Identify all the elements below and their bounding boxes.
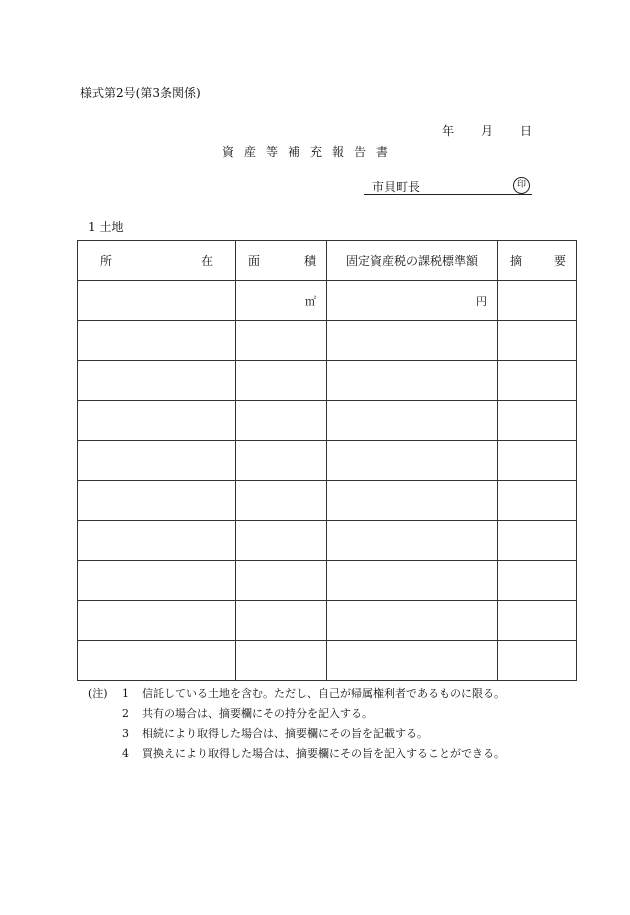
note-text: 買換えにより取得した場合は、摘要欄にその旨を記入することができる。 — [142, 747, 505, 760]
location-cell[interactable] — [78, 481, 236, 521]
remarks-cell[interactable] — [498, 441, 577, 481]
header-remarks — [498, 241, 577, 281]
remarks-cell[interactable] — [498, 561, 577, 601]
remarks-cell[interactable] — [498, 401, 577, 441]
section-heading: 1 土地 — [88, 220, 124, 234]
note-text: 信託している土地を含む。ただし、自己が帰属権利者であるものに限る。 — [142, 687, 505, 700]
header-location-char2: 在 — [200, 254, 213, 268]
note-number: 2 — [122, 707, 129, 720]
area-cell[interactable] — [236, 281, 327, 321]
remarks-cell[interactable] — [498, 481, 577, 521]
tax-base-cell[interactable] — [327, 441, 498, 481]
notes-label: (注) — [88, 687, 108, 700]
location-cell[interactable] — [78, 441, 236, 481]
table-row — [78, 641, 577, 681]
note-item — [88, 704, 505, 724]
remarks-cell[interactable] — [498, 641, 577, 681]
table-row — [78, 361, 577, 401]
tax-base-cell[interactable] — [327, 361, 498, 401]
date-month-label: 月 — [480, 124, 493, 138]
table-row — [78, 281, 577, 321]
header-area-char2: 積 — [303, 254, 316, 268]
tax-base-unit: 円 — [476, 294, 487, 308]
header-area-char1: 面 — [248, 254, 261, 268]
tax-base-cell[interactable] — [327, 321, 498, 361]
area-cell[interactable] — [236, 481, 327, 521]
tax-base-cell[interactable] — [327, 481, 498, 521]
tax-base-cell[interactable] — [327, 401, 498, 441]
tax-base-cell[interactable] — [327, 561, 498, 601]
area-cell[interactable] — [236, 441, 327, 481]
area-cell[interactable] — [236, 521, 327, 561]
table-row — [78, 481, 577, 521]
location-cell[interactable] — [78, 641, 236, 681]
note-number: 4 — [122, 747, 129, 760]
remarks-cell[interactable] — [498, 321, 577, 361]
area-cell[interactable] — [236, 361, 327, 401]
form-number: 様式第2号(第3条関係) — [80, 86, 201, 100]
location-cell[interactable] — [78, 601, 236, 641]
area-cell[interactable] — [236, 561, 327, 601]
note-item — [88, 724, 505, 744]
tax-base-cell[interactable] — [327, 641, 498, 681]
addressee-line — [364, 178, 532, 195]
date-day-label: 日 — [519, 124, 532, 138]
area-cell[interactable] — [236, 601, 327, 641]
note-text: 共有の場合は、摘要欄にその持分を記入する。 — [142, 707, 373, 720]
table-row — [78, 401, 577, 441]
area-cell[interactable] — [236, 641, 327, 681]
location-cell[interactable] — [78, 321, 236, 361]
note-item — [88, 684, 505, 704]
document-title: 資産等補充報告書 — [222, 145, 399, 159]
remarks-cell[interactable] — [498, 361, 577, 401]
header-tax-base: 固定資産税の課税標準額 — [327, 241, 498, 281]
location-cell[interactable] — [78, 361, 236, 401]
location-cell[interactable] — [78, 561, 236, 601]
header-remarks-char1: 摘 — [510, 254, 523, 268]
remarks-cell[interactable] — [498, 281, 577, 321]
area-cell[interactable] — [236, 321, 327, 361]
remarks-cell[interactable] — [498, 521, 577, 561]
note-number: 1 — [122, 687, 129, 700]
header-location-char1: 所 — [100, 254, 113, 268]
area-cell[interactable] — [236, 401, 327, 441]
date-year-label: 年 — [442, 124, 455, 138]
table-row — [78, 441, 577, 481]
note-item — [88, 744, 505, 764]
table-row — [78, 521, 577, 561]
land-table — [77, 240, 577, 681]
table-row — [78, 601, 577, 641]
table-row — [78, 561, 577, 601]
seal-mark: 印 — [513, 177, 530, 194]
header-location — [78, 241, 236, 281]
table-row — [78, 321, 577, 361]
location-cell[interactable] — [78, 401, 236, 441]
notes — [88, 684, 505, 764]
note-text: 相続により取得した場合は、摘要欄にその旨を記載する。 — [142, 727, 428, 740]
tax-base-cell[interactable] — [327, 281, 498, 321]
area-unit: ㎡ — [305, 294, 316, 308]
location-cell[interactable] — [78, 281, 236, 321]
note-number: 3 — [122, 727, 129, 740]
table-header-row — [78, 241, 577, 281]
addressee-name: 市貝町長 — [372, 180, 421, 194]
remarks-cell[interactable] — [498, 601, 577, 641]
header-area — [236, 241, 327, 281]
tax-base-cell[interactable] — [327, 601, 498, 641]
date-line — [442, 122, 532, 139]
location-cell[interactable] — [78, 521, 236, 561]
tax-base-cell[interactable] — [327, 521, 498, 561]
header-remarks-char2: 要 — [553, 254, 566, 268]
